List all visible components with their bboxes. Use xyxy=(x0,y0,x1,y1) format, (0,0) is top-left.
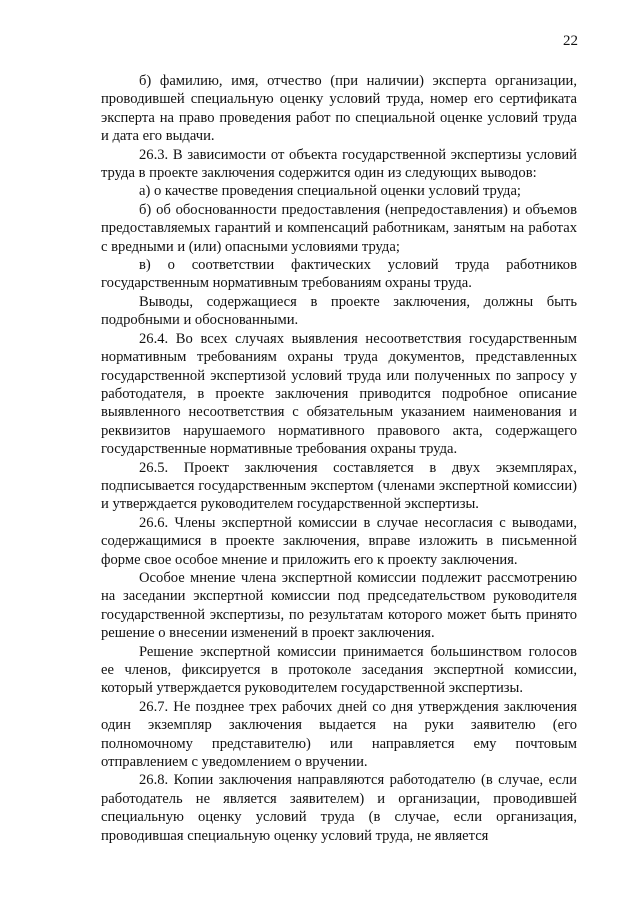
page-number: 22 xyxy=(563,33,578,49)
paragraph-26-3-c: в) о соответствии фактических условий труда работников государственным нормативным требованиям охраны труда. xyxy=(101,257,577,292)
paragraph-26-7: 26.7. Не позднее трех рабочих дней со дня утверждения заключения один экземпляр заключения выдается на руки заявителю (его полномочному представителю) или направляется ему почтовым отправлением с уведомлением о вручении. xyxy=(101,698,577,771)
paragraph-26-5: 26.5. Проект заключения составляется в двух экземплярах, подписывается государственным экспертом (членами экспертной комиссии) и утверждается руководителем государственной экспертизы. xyxy=(101,459,577,513)
paragraph-26-8: 26.8. Копии заключения направляются работодателю (в случае, если работодатель не является заявителем) и организации, проводившей специальную оценку условий труда (в случае, если организация, проводившая специальную оценку условий труда, не является xyxy=(101,772,577,844)
paragraph-1b-expert-details: б) фамилию, имя, отчество (при наличии) эксперта организации, проводившей специальную оценку условий труда, номер его сертификата эксперта на право проведения работ по специальной оценке условий труда и дата его выдачи. xyxy=(101,73,577,145)
paragraph-26-3-a: а) о качестве проведения специальной оценки условий труда; xyxy=(139,183,521,200)
paragraph-commission-decision: Решение экспертной комиссии принимается большинством голосов ее членов, фиксируется в протоколе заседания экспертной комиссии, который утверждается руководителем государственной экспертизы. xyxy=(101,643,577,697)
paragraph-26-4: 26.4. Во всех случаях выявления несоответствия государственным нормативным требованиям охраны труда документов, представленных государственной экспертизой условий труда или полученных по запросу у работодателя, в проекте заключения приводится подробное описание выявленного несоответствия с обязательным указанием наименования и реквизитов нарушаемого нормативного правового акта, содержащего государственные нормативные требования охраны труда. xyxy=(101,330,577,458)
paragraph-26-3-b: б) об обоснованности предоставления (непредоставления) и объемов предоставляемых гарантий и компенсаций работникам, занятым на работах с вредными и (или) опасными условиями труда; xyxy=(101,201,577,255)
paragraph-conclusions-detail: Выводы, содержащиеся в проекте заключения, должны быть подробными и обоснованными. xyxy=(101,293,577,329)
paragraph-special-opinion: Особое мнение члена экспертной комиссии подлежит рассмотрению на заседании экспертной комиссии под председательством руководителя государственной экспертизы, по результатам которого может быть принято решение о внесении изменений в проект заключения. xyxy=(101,569,577,642)
paragraph-26-3: 26.3. В зависимости от объекта государственной экспертизы условий труда в проекте заключения содержится один из следующих выводов: xyxy=(101,146,577,182)
paragraph-26-6: 26.6. Члены экспертной комиссии в случае несогласия с выводами, содержащимися в проекте заключения, вправе изложить в письменной форме свое особое мнение и приложить его к проекту заключения. xyxy=(101,514,577,568)
document-body xyxy=(101,72,577,845)
